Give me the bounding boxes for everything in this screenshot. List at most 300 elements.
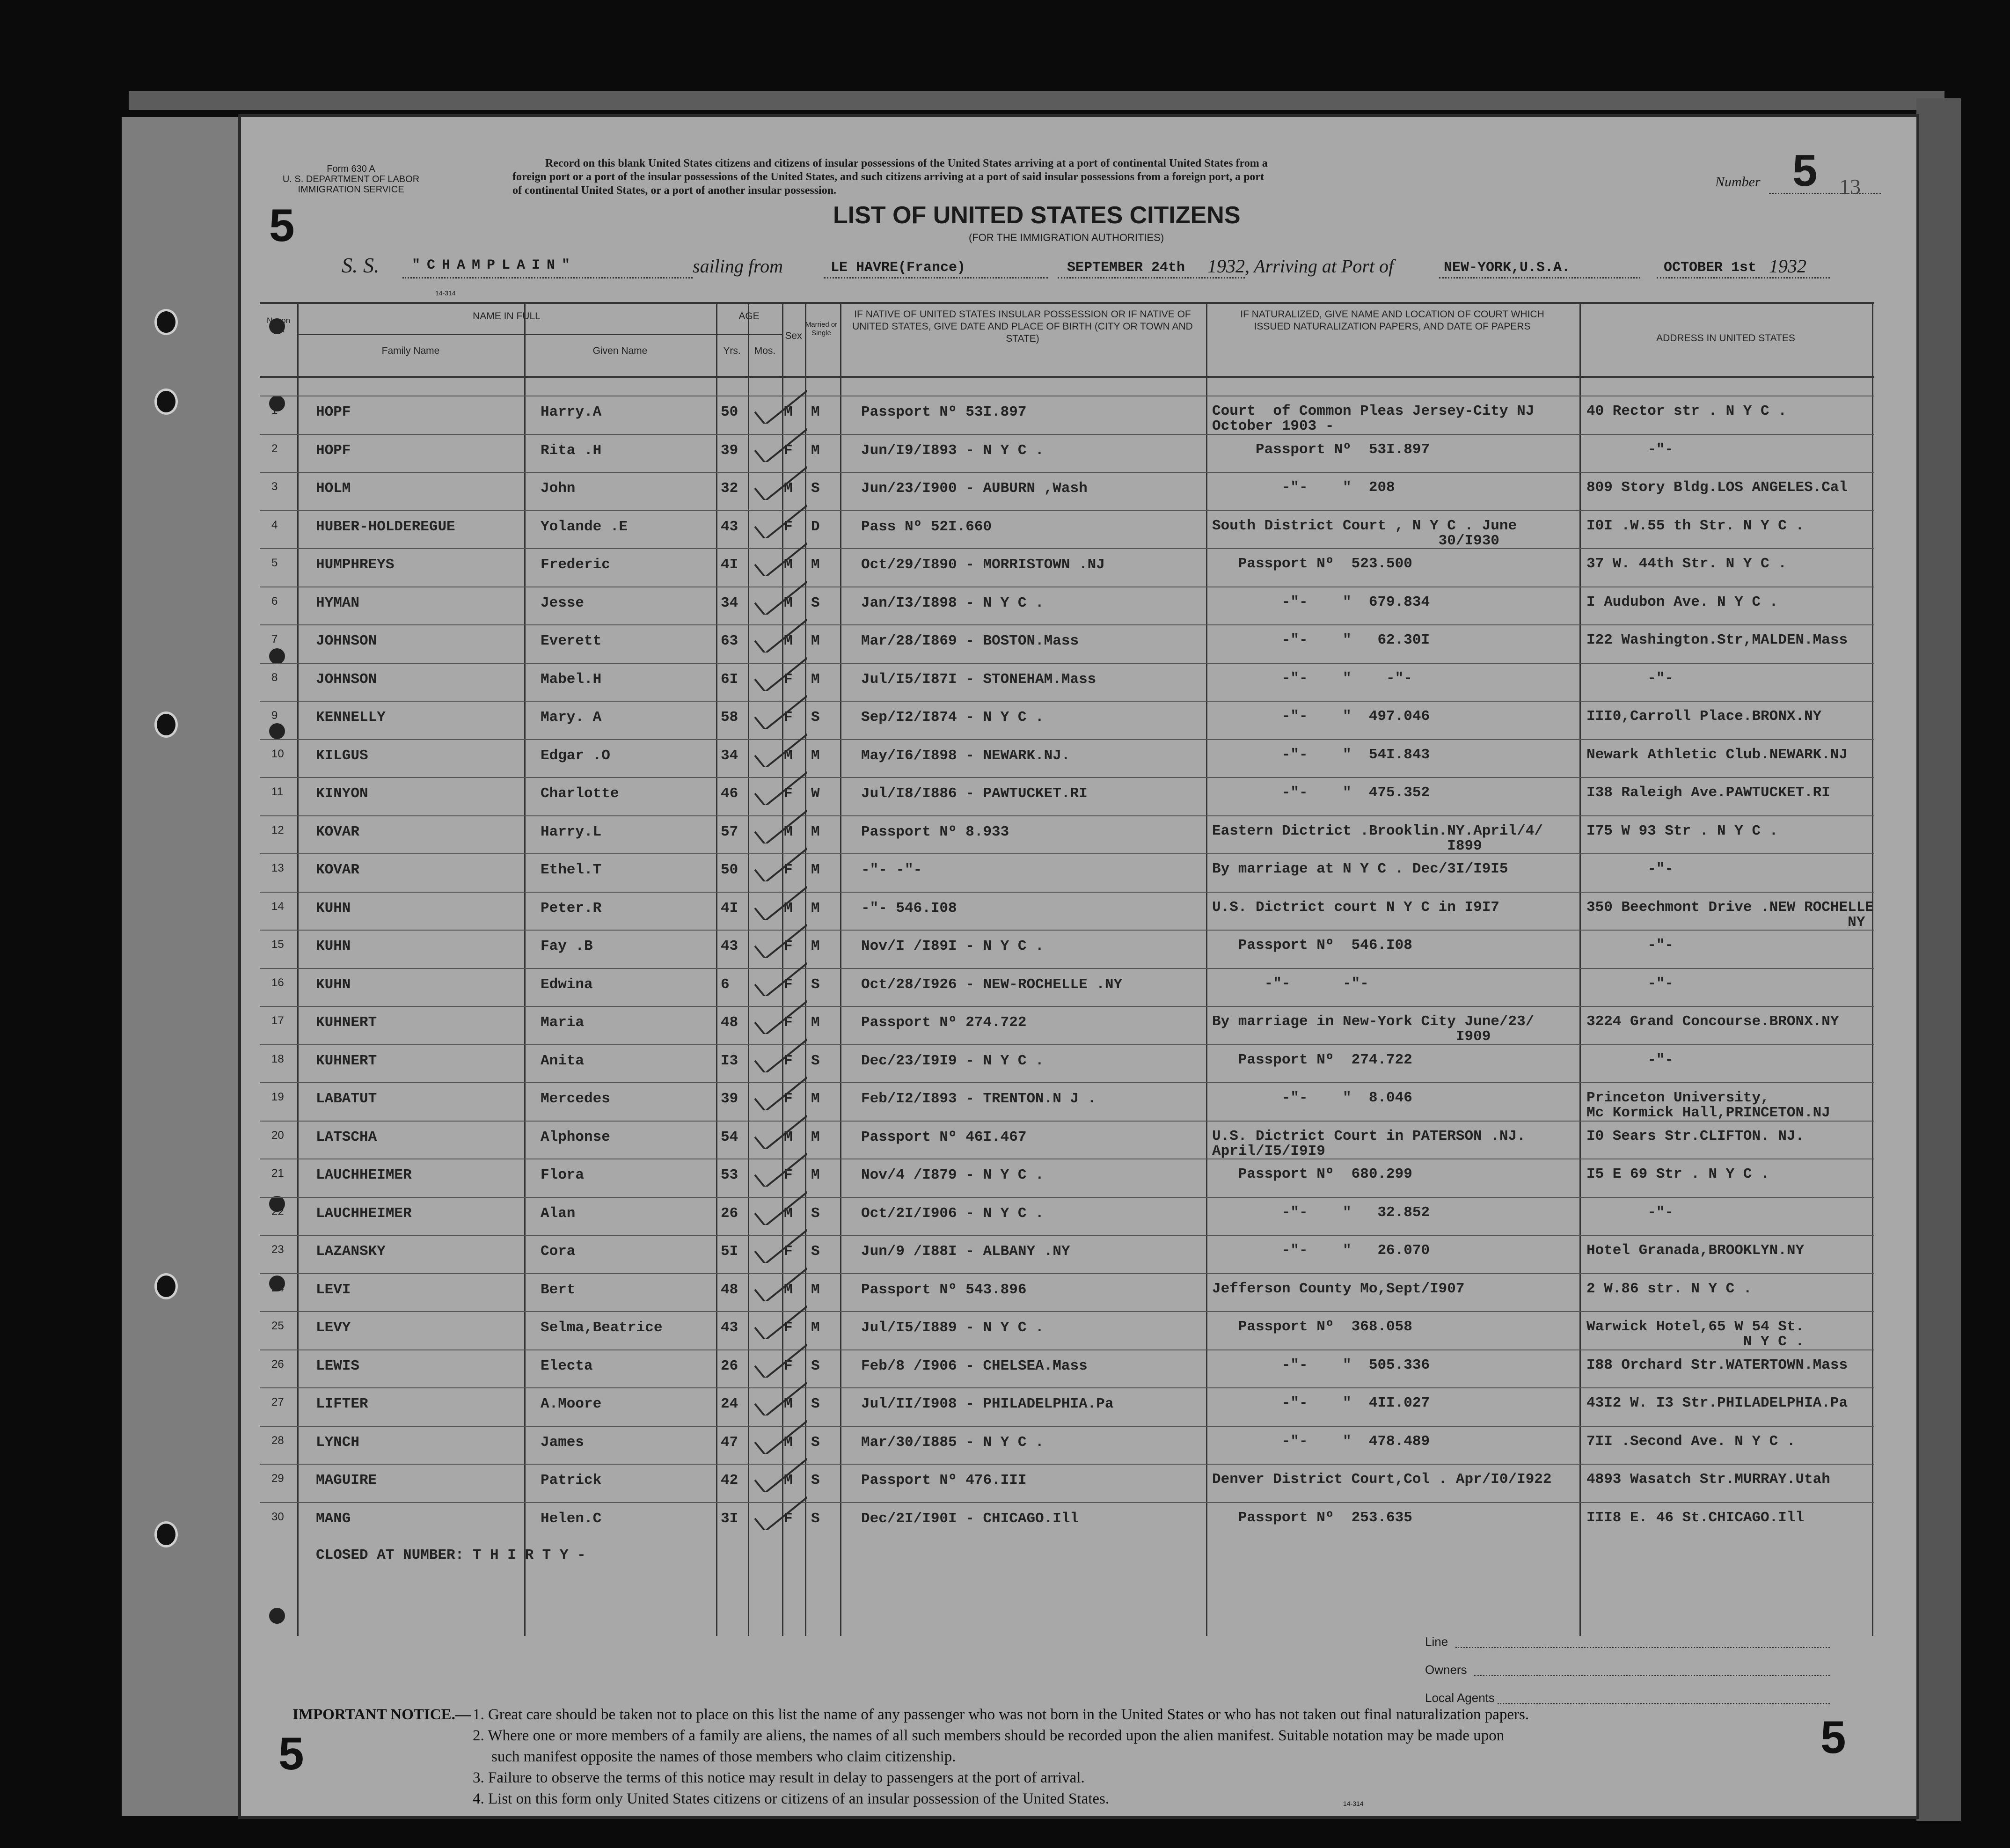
- sex: M: [784, 633, 793, 649]
- age-years: 58: [721, 709, 738, 726]
- check-mark: [751, 1378, 807, 1415]
- row-rule: [260, 1197, 1874, 1198]
- naturalization-info: By marriage at N Y C . Dec/3I/I9I5: [1212, 861, 1508, 877]
- header-birth: IF NATIVE OF UNITED STATES INSULAR POSSESSION OR IF NATIVE OF UNITED STATES, GIVE DATE AND PLACE OF BIRTH (CITY OR TOWN AND STATE): [852, 309, 1193, 344]
- naturalization-info: Passport Nº 368.058: [1212, 1319, 1412, 1335]
- check-mark: [751, 1149, 807, 1187]
- age-years: 5I: [721, 1243, 738, 1260]
- corner-number: 5: [269, 199, 295, 251]
- row-rule: [260, 624, 1874, 625]
- footer-code: 14-314: [1343, 1800, 1364, 1807]
- marital-status: M: [811, 671, 820, 688]
- header-bottom-rule: [260, 376, 1874, 378]
- check-mark: [751, 882, 807, 920]
- row-rule: [260, 1387, 1874, 1388]
- line-field: [1455, 1647, 1830, 1648]
- marital-status: S: [811, 1205, 820, 1222]
- sex: F: [784, 442, 793, 459]
- owners-field: [1474, 1675, 1830, 1676]
- family-name: KOVAR: [316, 862, 360, 878]
- naturalization-info: Passport Nº 53I.897: [1212, 441, 1430, 458]
- row-number: 5: [271, 557, 278, 569]
- header-name-in-full: NAME IN FULL: [473, 311, 541, 322]
- row-rule: [260, 777, 1874, 778]
- given-name: Harry.A: [541, 404, 602, 420]
- marital-status: M: [811, 862, 820, 878]
- page-stack-right: [1916, 98, 1961, 1821]
- row-rule: [260, 1044, 1874, 1045]
- sex: F: [784, 1167, 793, 1183]
- birth-info: Passport Nº 46I.467: [861, 1129, 1027, 1145]
- marital-status: M: [811, 1129, 820, 1145]
- row-rule: [260, 853, 1874, 854]
- given-name: Alphonse: [541, 1129, 610, 1145]
- binder-hole: [154, 389, 178, 415]
- age-years: 4I: [721, 900, 738, 917]
- agents-label: Local Agents: [1425, 1691, 1495, 1705]
- footer-corner-right: 5: [1820, 1711, 1846, 1763]
- age-years: 4I: [721, 557, 738, 573]
- given-name: Cora: [541, 1243, 576, 1260]
- manifest-table: [260, 302, 1874, 1636]
- notice-1: 1. Great care should be taken not to place on this list the name of any passenger who was not born in the United States or who has not taken out final naturalization papers.: [473, 1706, 1529, 1723]
- age-years: 43: [721, 938, 738, 954]
- naturalization-info: Passport Nº 523.500: [1212, 556, 1412, 572]
- given-name: Electa: [541, 1357, 593, 1374]
- intro-line-1: Record on this blank United States citizens and citizens of insular possessions of the United States arriving at a port of continental United States from a: [545, 157, 1268, 169]
- naturalization-info: Passport Nº 253.635: [1212, 1509, 1412, 1526]
- naturalization-info: Eastern Dictrict .Brooklin.NY.April/4/ I899: [1212, 822, 1543, 854]
- check-mark: [751, 577, 807, 615]
- sailing-date: SEPTEMBER 24th: [1067, 260, 1185, 276]
- date-line: [1058, 277, 1245, 279]
- number-value: 5: [1792, 146, 1818, 196]
- check-mark: [751, 1188, 807, 1225]
- given-name: Flora: [541, 1167, 585, 1183]
- us-address: Newark Athletic Club.NEWARK.NJ: [1586, 746, 1848, 763]
- row-number: 17: [271, 1014, 284, 1027]
- family-name: KUHN: [316, 938, 351, 954]
- marital-status: S: [811, 1434, 820, 1451]
- birth-info: Jul/I5/I889 - N Y C .: [861, 1320, 1044, 1336]
- family-name: JOHNSON: [316, 671, 377, 688]
- marital-status: M: [811, 747, 820, 764]
- printer-note: 14-314: [435, 289, 456, 297]
- col-rule: [1579, 302, 1581, 1636]
- birth-info: Mar/30/I885 - N Y C .: [861, 1434, 1044, 1451]
- given-name: Yolande .E: [541, 518, 628, 535]
- family-name: LABATUT: [316, 1091, 377, 1107]
- naturalization-info: Court of Common Pleas Jersey-City NJ October 1903 -: [1212, 403, 1535, 434]
- row-number: 6: [271, 594, 278, 608]
- family-name: HUBER-HOLDEREGUE: [316, 518, 455, 535]
- arrival-line: [1657, 277, 1830, 279]
- us-address: 43I2 W. I3 Str.PHILADELPHIA.Pa: [1586, 1395, 1848, 1411]
- birth-info: Dec/2I/I90I - CHICAGO.Ill: [861, 1510, 1079, 1527]
- row-number: 22: [271, 1205, 284, 1218]
- family-name: KUHNERT: [316, 1052, 377, 1069]
- us-address: I75 W 93 Str . N Y C .: [1586, 822, 1778, 839]
- check-mark: [751, 806, 807, 843]
- marital-status: S: [811, 480, 820, 497]
- family-name: LAUCHHEIMER: [316, 1167, 412, 1183]
- family-name: LAZANSKY: [316, 1243, 386, 1260]
- naturalization-info: -"- " 26.070: [1212, 1242, 1430, 1259]
- row-rule: [260, 739, 1874, 740]
- intro-line-2: foreign port or a port of the insular possessions of the United States, and such citizens arriving at a port of said insular possessions from a foreign port, a port: [512, 171, 1264, 183]
- sex: F: [784, 976, 793, 993]
- agents-field: [1498, 1703, 1830, 1704]
- family-name: KINYON: [316, 785, 368, 802]
- birth-info: Feb/I2/I893 - TRENTON.N J .: [861, 1091, 1096, 1107]
- form-title: LIST OF UNITED STATES CITIZENS: [833, 202, 1241, 229]
- sex: F: [784, 1014, 793, 1031]
- given-name: James: [541, 1434, 585, 1451]
- header-mos: Mos.: [754, 345, 776, 356]
- check-mark: [751, 1264, 807, 1301]
- birth-info: Passport Nº 476.III: [861, 1472, 1027, 1489]
- family-name: HOPF: [316, 442, 351, 459]
- header-married-single: Married or Single: [805, 321, 838, 337]
- birth-info: Oct/28/I926 - NEW-ROCHELLE .NY: [861, 976, 1123, 993]
- given-name: Fay .B: [541, 938, 593, 954]
- row-rule: [260, 472, 1874, 473]
- ship-line: [402, 277, 693, 279]
- family-name: KUHNERT: [316, 1014, 377, 1031]
- birth-info: Oct/29/I890 - MORRISTOWN .NJ: [861, 557, 1105, 573]
- marital-status: S: [811, 594, 820, 611]
- check-mark: [751, 1302, 807, 1339]
- us-address: -"-: [1586, 441, 1674, 458]
- form-number: Form 630 A: [327, 164, 375, 174]
- notice-2b: such manifest opposite the names of those members who claim citizenship.: [491, 1748, 956, 1765]
- age-years: 39: [721, 1091, 738, 1107]
- family-name: LEVI: [316, 1281, 351, 1298]
- marital-status: S: [811, 1243, 820, 1260]
- marital-status: M: [811, 1167, 820, 1183]
- notice-title: IMPORTANT NOTICE.—: [292, 1706, 471, 1723]
- birth-info: Passport Nº 274.722: [861, 1014, 1027, 1031]
- intro-line-3: of continental United States, or a port of another insular possession.: [512, 184, 837, 197]
- marital-status: M: [811, 404, 820, 420]
- family-name: LEWIS: [316, 1357, 360, 1374]
- birth-info: Jun/23/I900 - AUBURN ,Wash: [861, 480, 1088, 497]
- form-subtitle: (FOR THE IMMIGRATION AUTHORITIES): [969, 232, 1164, 243]
- age-years: 57: [721, 823, 738, 840]
- given-name: Mabel.H: [541, 671, 602, 688]
- age-years: 39: [721, 442, 738, 459]
- sailing-year: 1932: [1207, 256, 1245, 277]
- notice-3: 3. Failure to observe the terms of this notice may result in delay to passengers at the port of arrival.: [473, 1769, 1085, 1786]
- given-name: A.Moore: [541, 1396, 602, 1412]
- family-name: LYNCH: [316, 1434, 360, 1451]
- naturalization-info: -"- " 475.352: [1212, 785, 1430, 801]
- check-mark: [751, 462, 807, 500]
- us-address: I5 E 69 Str . N Y C .: [1586, 1166, 1769, 1182]
- naturalization-info: South District Court , N Y C . June 30/I930: [1212, 517, 1517, 549]
- sex: M: [784, 1129, 793, 1145]
- us-address: I38 Raleigh Ave.PAWTUCKET.RI: [1586, 785, 1830, 801]
- row-rule: [260, 1235, 1874, 1236]
- row-rule: [260, 510, 1874, 511]
- given-name: Edwina: [541, 976, 593, 993]
- number-line: [1769, 193, 1881, 194]
- naturalization-info: U.S. Dictrict court N Y C in I9I7: [1212, 899, 1499, 916]
- naturalization-info: -"- " 4II.027: [1212, 1395, 1430, 1411]
- us-address: -"-: [1586, 861, 1674, 877]
- marital-status: M: [811, 442, 820, 459]
- marital-status: S: [811, 1052, 820, 1069]
- naturalization-info: -"- " -"-: [1212, 670, 1412, 687]
- family-name: KILGUS: [316, 747, 368, 764]
- row-number: 9: [271, 709, 278, 722]
- family-name: JOHNSON: [316, 633, 377, 649]
- row-number: 7: [271, 633, 278, 645]
- row-number: 16: [271, 976, 284, 989]
- sailing-label: sailing from: [693, 256, 783, 277]
- sex: M: [784, 900, 793, 917]
- naturalization-info: -"- -"-: [1212, 975, 1369, 992]
- arriving-label: , Arriving at Port of: [1245, 256, 1394, 277]
- us-address: -"-: [1586, 1204, 1674, 1221]
- sex: F: [784, 709, 793, 726]
- age-years: 50: [721, 862, 738, 878]
- marital-status: S: [811, 1472, 820, 1489]
- check-mark: [751, 920, 807, 958]
- birth-info: Passport Nº 543.896: [861, 1281, 1027, 1298]
- given-name: Peter.R: [541, 900, 602, 917]
- row-rule: [260, 1121, 1874, 1122]
- marital-status: M: [811, 823, 820, 840]
- sex: F: [784, 1357, 793, 1374]
- arrival-port: NEW-YORK,U.S.A.: [1444, 260, 1571, 276]
- birth-info: Feb/8 /I906 - CHELSEA.Mass: [861, 1357, 1088, 1374]
- age-years: 43: [721, 518, 738, 535]
- naturalization-info: -"- " 208: [1212, 479, 1395, 496]
- family-name: KUHN: [316, 976, 351, 993]
- sex: M: [784, 557, 793, 573]
- row-number: 18: [271, 1052, 284, 1065]
- age-years: 47: [721, 1434, 738, 1451]
- col-rule: [297, 302, 299, 1636]
- binder-hole: [154, 309, 178, 335]
- given-name: Patrick: [541, 1472, 602, 1489]
- us-address: -"-: [1586, 975, 1674, 992]
- sex: M: [784, 404, 793, 420]
- naturalization-info: -"- " 54I.843: [1212, 746, 1430, 763]
- naturalization-info: Jefferson County Mo,Sept/I907: [1212, 1280, 1465, 1297]
- given-name: Harry.L: [541, 823, 602, 840]
- birth-info: Jun/I9/I893 - N Y C .: [861, 442, 1044, 459]
- us-address: Princeton University, Mc Kormick Hall,PRINCETON.NJ: [1586, 1090, 1830, 1121]
- naturalization-info: -"- " 505.336: [1212, 1357, 1430, 1373]
- marital-status: S: [811, 1357, 820, 1374]
- given-name: John: [541, 480, 576, 497]
- sex: M: [784, 1434, 793, 1451]
- col-rule: [840, 302, 841, 1636]
- sex: F: [784, 1510, 793, 1527]
- naturalization-info: U.S. Dictrict Court in PATERSON .NJ. April/I5/I9I9: [1212, 1128, 1526, 1159]
- check-mark: [751, 1225, 807, 1263]
- sex: F: [784, 518, 793, 535]
- check-mark: [751, 1340, 807, 1378]
- owners-label: Owners: [1425, 1663, 1467, 1677]
- us-address: III0,Carroll Place.BRONX.NY: [1586, 708, 1822, 725]
- header-family-name: Family Name: [381, 345, 440, 356]
- birth-info: Jul/I5/I87I - STONEHAM.Mass: [861, 671, 1096, 688]
- us-address: 37 W. 44th Str. N Y C .: [1586, 556, 1787, 572]
- naturalization-info: -"- " 497.046: [1212, 708, 1430, 725]
- marital-status: W: [811, 785, 820, 802]
- birth-info: Sep/I2/I874 - N Y C .: [861, 709, 1044, 726]
- given-name: Bert: [541, 1281, 576, 1298]
- sex: M: [784, 1472, 793, 1489]
- family-name: KUHN: [316, 900, 351, 917]
- marital-status: M: [811, 900, 820, 917]
- sex: F: [784, 938, 793, 954]
- age-years: 50: [721, 404, 738, 420]
- header-yrs: Yrs.: [723, 345, 741, 356]
- row-rule: [260, 1426, 1874, 1427]
- row-number: 28: [271, 1434, 284, 1447]
- family-name: KENNELLY: [316, 709, 386, 726]
- col-rule: [1206, 302, 1207, 1636]
- birth-info: Jul/II/I908 - PHILADELPHIA.Pa: [861, 1396, 1114, 1412]
- row-number: 10: [271, 747, 284, 760]
- department: U. S. DEPARTMENT OF LABOR: [282, 174, 420, 184]
- row-number: 12: [271, 823, 284, 836]
- binder-strip: [122, 117, 241, 1816]
- naturalization-info: -"- " 679.834: [1212, 594, 1430, 610]
- row-number: 21: [271, 1167, 284, 1180]
- row-number: 29: [271, 1472, 284, 1485]
- birth-info: Passport Nº 53I.897: [861, 404, 1027, 420]
- row-rule: [260, 815, 1874, 816]
- binder-hole: [154, 711, 178, 738]
- birth-info: Nov/I /I89I - N Y C .: [861, 938, 1044, 954]
- check-mark: [751, 959, 807, 996]
- birth-info: Pass Nº 52I.660: [861, 518, 992, 535]
- row-number: 30: [271, 1510, 284, 1523]
- ship-name: "CHAMPLAIN": [412, 257, 577, 273]
- header-no: No. on List: [266, 316, 291, 334]
- binder-hole: [154, 1273, 178, 1299]
- given-name: Everett: [541, 633, 602, 649]
- given-name: Mary. A: [541, 709, 602, 726]
- row-number: 14: [271, 900, 284, 913]
- sex: F: [784, 1091, 793, 1107]
- us-address: 2 W.86 str. N Y C .: [1586, 1280, 1752, 1297]
- row-rule: [260, 663, 1874, 664]
- check-mark: [751, 1111, 807, 1149]
- closing-note: CLOSED AT NUMBER: T H I R T Y -: [316, 1547, 586, 1563]
- family-name: HOLM: [316, 480, 351, 497]
- sex: M: [784, 594, 793, 611]
- birth-info: May/I6/I898 - NEWARK.NJ.: [861, 747, 1070, 764]
- birth-info: Nov/4 /I879 - N Y C .: [861, 1167, 1044, 1183]
- marital-status: S: [811, 976, 820, 993]
- check-mark: [751, 501, 807, 538]
- given-name: Selma,Beatrice: [541, 1320, 663, 1336]
- marital-status: D: [811, 518, 820, 535]
- col-rule: [716, 302, 717, 1636]
- sex: F: [784, 785, 793, 802]
- naturalization-info: Denver District Court,Col . Apr/I0/I922: [1212, 1471, 1552, 1488]
- naturalization-info: By marriage in New-York City June/23/ I909: [1212, 1013, 1535, 1045]
- notice-4: 4. List on this form only United States citizens or citizens of an insular possession of the United States.: [473, 1790, 1110, 1807]
- us-address: I0 Sears Str.CLIFTON. NJ.: [1586, 1128, 1805, 1144]
- row-number: 1: [271, 404, 278, 417]
- row-number: 27: [271, 1396, 284, 1408]
- sex: F: [784, 1320, 793, 1336]
- header-naturalized: IF NATURALIZED, GIVE NAME AND LOCATION OF COURT WHICH ISSUED NATURALIZATION PAPERS, AND DATE OF PAPERS: [1240, 309, 1544, 332]
- given-name: Charlotte: [541, 785, 619, 802]
- ss-label: S. S.: [342, 253, 380, 277]
- row-rule: [260, 968, 1874, 969]
- name-sub-rule: [297, 334, 716, 335]
- given-name: Helen.C: [541, 1510, 602, 1527]
- us-address: III8 E. 46 St.CHICAGO.Ill: [1586, 1509, 1805, 1526]
- naturalization-info: -"- " 62.30I: [1212, 632, 1430, 648]
- given-name: Edgar .O: [541, 747, 610, 764]
- sex: F: [784, 1243, 793, 1260]
- marital-status: S: [811, 1510, 820, 1527]
- row-rule: [260, 930, 1874, 931]
- naturalization-info: -"- " 478.489: [1212, 1433, 1430, 1450]
- row-rule: [260, 434, 1874, 435]
- marital-status: M: [811, 1091, 820, 1107]
- row-rule: [260, 1311, 1874, 1312]
- age-years: 63: [721, 633, 738, 649]
- naturalization-info: Passport Nº 546.I08: [1212, 937, 1412, 953]
- us-address: -"-: [1586, 937, 1674, 953]
- check-mark: [751, 539, 807, 576]
- check-mark: [751, 691, 807, 729]
- row-number: 11: [271, 785, 283, 798]
- check-mark: [751, 653, 807, 691]
- from-line: [824, 277, 1048, 279]
- header-age: AGE: [738, 311, 760, 322]
- age-years: I3: [721, 1052, 738, 1069]
- check-mark: [751, 1035, 807, 1072]
- marital-status: M: [811, 1281, 820, 1298]
- row-rule: [260, 1273, 1874, 1274]
- us-address: I88 Orchard Str.WATERTOWN.Mass: [1586, 1357, 1848, 1373]
- given-name: Maria: [541, 1014, 585, 1031]
- sex: M: [784, 747, 793, 764]
- row-number: 3: [271, 480, 278, 493]
- row-rule: [260, 1082, 1874, 1083]
- naturalization-info: -"- " 32.852: [1212, 1204, 1430, 1221]
- us-address: I Audubon Ave. N Y C .: [1586, 594, 1778, 610]
- marital-status: S: [811, 1396, 820, 1412]
- us-address: -"-: [1586, 670, 1674, 687]
- sex: F: [784, 1052, 793, 1069]
- marital-status: M: [811, 938, 820, 954]
- binder-hole: [154, 1521, 178, 1547]
- birth-info: Jan/I3/I898 - N Y C .: [861, 594, 1044, 611]
- birth-info: -"- 546.I08: [861, 900, 957, 917]
- check-mark: [751, 1454, 807, 1492]
- form-intro: [512, 157, 1268, 198]
- age-years: 32: [721, 480, 738, 497]
- family-name: LAUCHHEIMER: [316, 1205, 412, 1222]
- check-mark: [751, 615, 807, 653]
- given-name: Rita .H: [541, 442, 602, 459]
- form-id-block: [281, 164, 421, 195]
- us-address: 350 Beechmont Drive .NEW ROCHELLE NY: [1586, 899, 1874, 931]
- row-number: 19: [271, 1091, 284, 1103]
